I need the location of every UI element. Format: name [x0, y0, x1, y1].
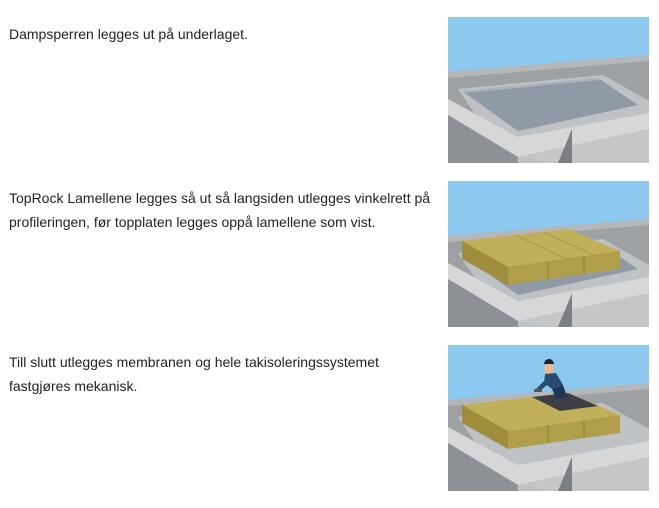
step-2-text: TopRock Lamellene legges så ut så langsiden utlegges vinkelrett på profileringen, før topplaten legges oppå lamellene som vist.	[9, 190, 431, 230]
step-1-text: Dampsperren legges ut på underlaget.	[9, 26, 248, 42]
step-3-text: Till slutt utlegges membranen og hele takisoleringssystemet fastgjøres mekanisk.	[9, 354, 379, 394]
step-3	[0, 328, 659, 478]
step-3-illustration	[448, 345, 649, 491]
step-1	[0, 0, 659, 150]
step-2-illustration	[448, 181, 649, 327]
step-1-illustration	[448, 17, 649, 163]
step-2	[0, 164, 659, 314]
